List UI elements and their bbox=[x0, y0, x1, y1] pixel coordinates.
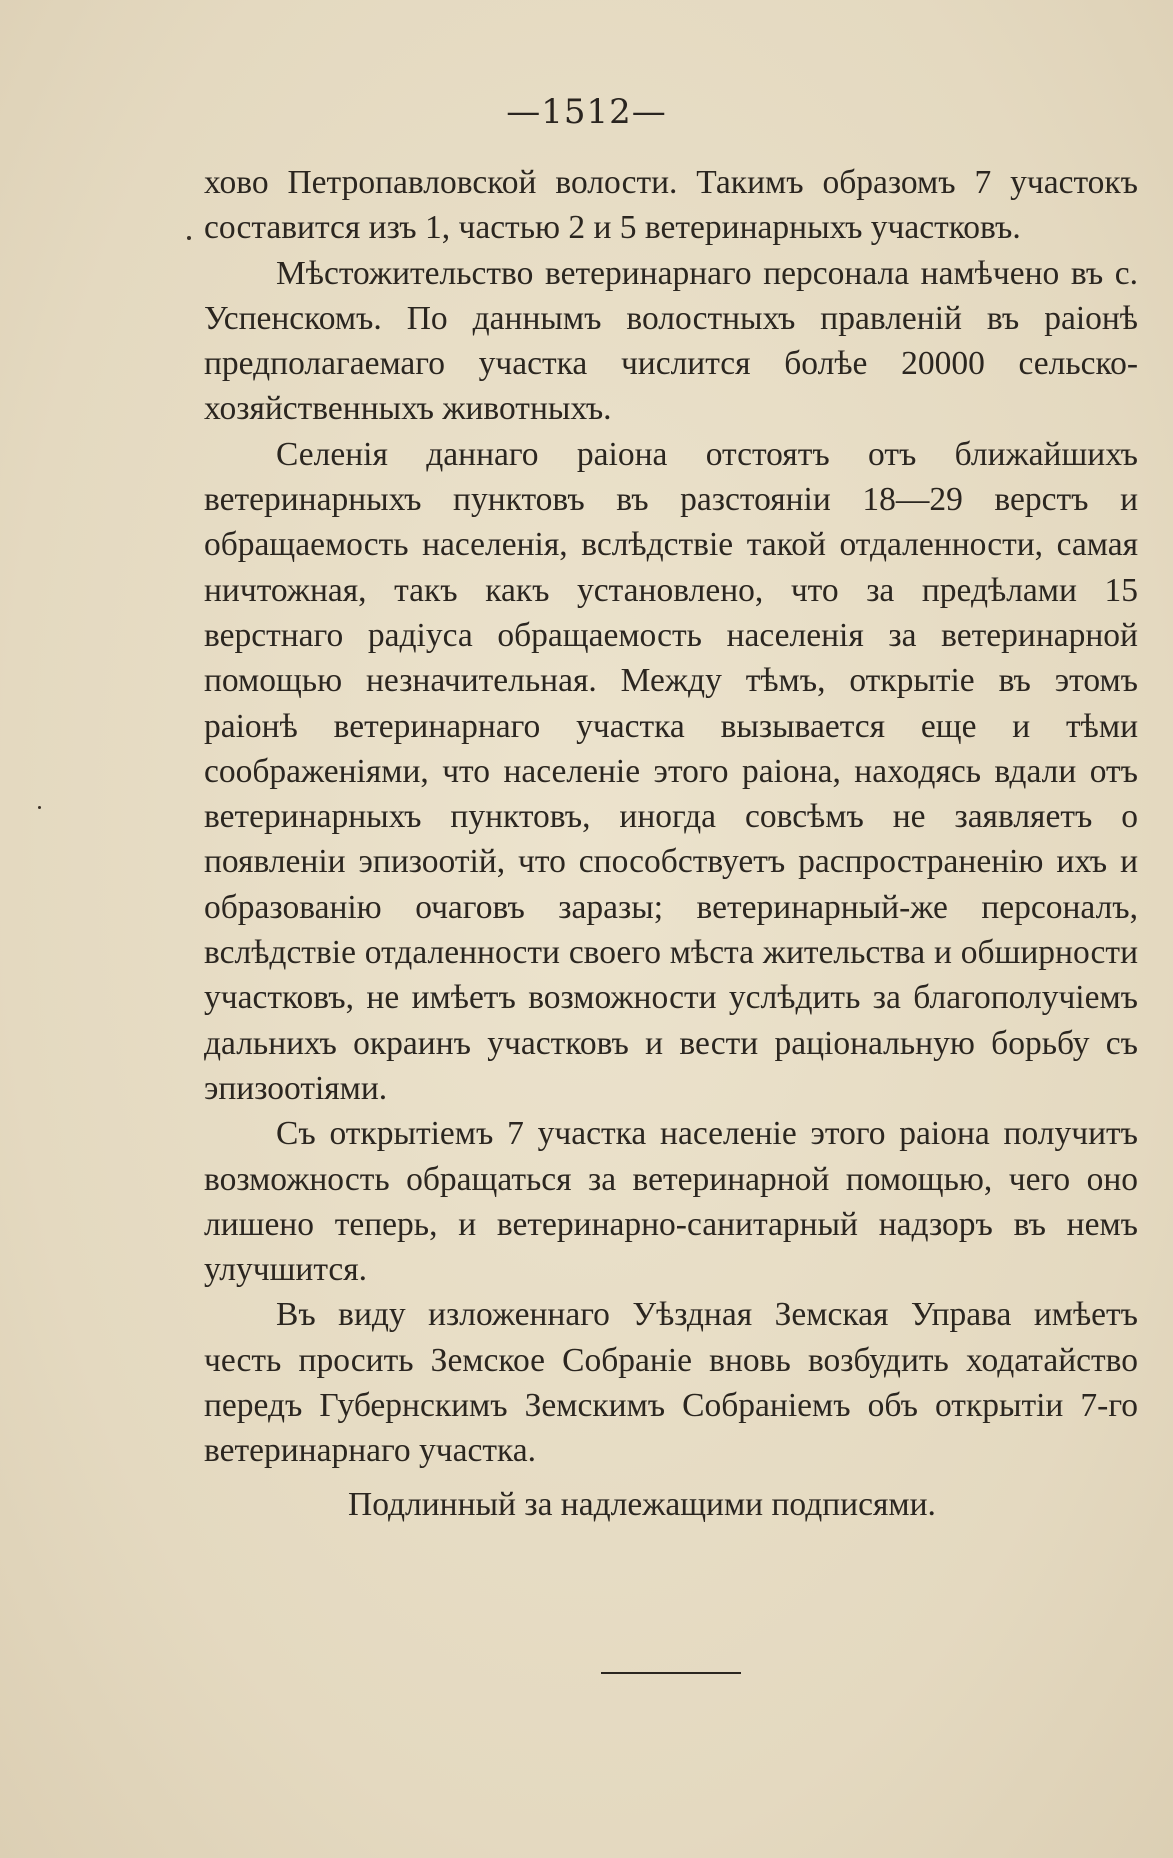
closing-rule bbox=[601, 1672, 741, 1674]
paragraph-4: Съ открытіемъ 7 участка населеніе этого раіона получитъ возможность обращаться за ветеринарной помощью, чего оно лишено теперь, и ветеринарно-санитарный надзоръ въ немъ улучшится. bbox=[204, 1115, 1138, 1289]
paragraph-2: Мѣстожительство ветеринарнаго персонала намѣчено въ с. Успенскомъ. По даннымъ волостныхъ правленій въ раіонѣ предполагаемаго участка числится болѣе 20000 сельско-хозяйственныхъ животныхъ. bbox=[204, 254, 1138, 428]
paragraph-1: хово Петропавловской волости. Такимъ образомъ 7 участокъ составится изъ 1, частью 2 и 5 ветеринарныхъ участковъ. bbox=[204, 164, 1138, 247]
paragraph-5: Въ виду изложеннаго Уѣздная Земская Управа имѣетъ честь просить Земское Собраніе вновь возбудить ходатайство передъ Губернскимъ Земскимъ Собраніемъ объ открытіи 7-го ветеринарнаго участка. bbox=[204, 1296, 1138, 1470]
ink-speck bbox=[38, 806, 41, 809]
page-number: —1512— bbox=[506, 92, 667, 132]
paragraph-3: Селенія даннаго раіона отстоятъ отъ ближайшихъ ветеринарныхъ пунктовъ въ разстояніи 18—29 верстъ и обращаемость населенія, вслѣдствіе такой отдаленности, самая ничтожная, такъ какъ установлено, что за предѣлами 15 верстнаго радіуса обращаемость населенія за ветеринарной помощью незначительная. Между тѣмъ, открытіе въ этомъ раіонѣ ветеринарнаго участка вызывается еще и тѣми соображеніями, что населеніе этого раіона, находясь вдали отъ ветеринарныхъ пунктовъ, иногда совсѣмъ не заявляетъ о появленіи эпизоотій, что способствуетъ распространенію ихъ и образованію очаговъ заразы; ветеринарный-же персоналъ, вслѣдствіе отдаленности своего мѣста жительства и обширности участковъ, не имѣетъ возможности услѣдить за благополучіемъ дальнихъ окраинъ участковъ и вести раціональную борьбу съ эпизоотіями. bbox=[204, 435, 1138, 1107]
signature-line: Подлинный за надлежащими подписями. bbox=[348, 1485, 936, 1523]
ink-speck bbox=[187, 236, 191, 240]
body-text bbox=[204, 160, 1138, 1527]
